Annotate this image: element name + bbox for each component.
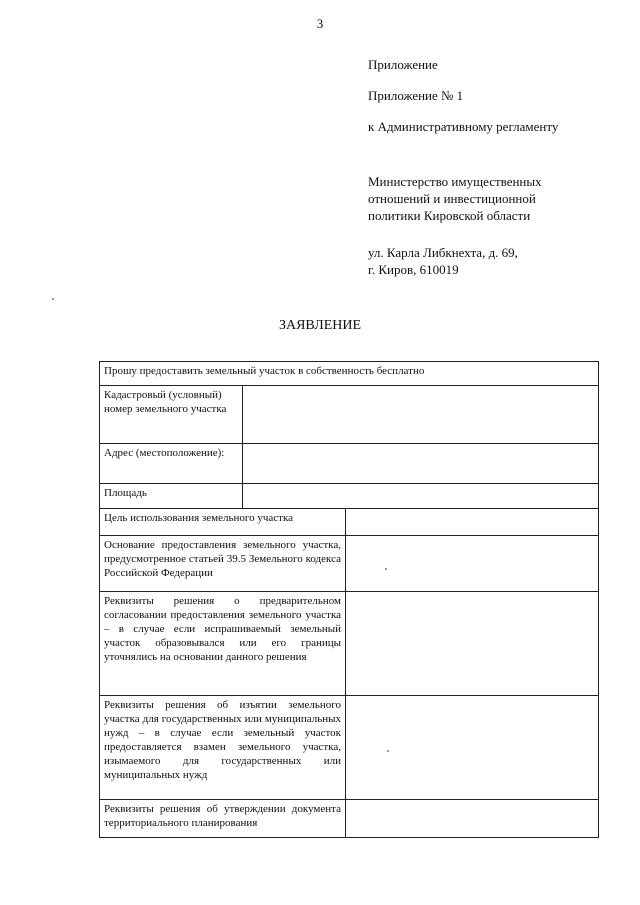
regulation-line: к Административному регламенту xyxy=(368,119,559,134)
address-line-2: г. Киров, 610019 xyxy=(368,262,459,277)
seizure-decision-label: Реквизиты решения об изъятии земельного участка для государственных или муниципальных нужд – в случае если земельный участок предоставляется взамен земельного участка, изымаемого для государственных или муниципальных нужд xyxy=(100,696,346,800)
request-text: Прошу предоставить земельный участок в собственность бесплатно xyxy=(100,362,599,386)
purpose-field[interactable] xyxy=(346,509,599,536)
form-row-planning xyxy=(100,800,599,838)
area-label: Площадь xyxy=(100,484,243,509)
ministry-line-2: отношений и инвестиционной xyxy=(368,191,536,206)
application-form-table xyxy=(99,361,599,838)
form-row-seizure xyxy=(100,696,599,800)
scan-speck xyxy=(387,750,389,752)
address-field[interactable] xyxy=(243,444,599,484)
form-row-preliminary xyxy=(100,592,599,696)
planning-decision-label: Реквизиты решения об утверждении документа территориального планирования xyxy=(100,800,346,838)
area-field[interactable] xyxy=(243,484,599,509)
preliminary-approval-field[interactable] xyxy=(346,592,599,696)
header-block xyxy=(368,56,628,278)
ministry-line-1: Министерство имущественных xyxy=(368,174,542,189)
scan-speck xyxy=(385,568,387,570)
form-row-basis xyxy=(100,536,599,592)
form-row-request xyxy=(100,362,599,386)
basis-field[interactable] xyxy=(346,536,599,592)
cadastral-number-field[interactable] xyxy=(243,386,599,444)
basis-label: Основание предоставления земельного участка, предусмотренное статьей 39.5 Земельного кодекса Российской Федерации xyxy=(100,536,346,592)
ministry-line-3: политики Кировской области xyxy=(368,208,531,223)
seizure-decision-field[interactable] xyxy=(346,696,599,800)
appendix-line: Приложение xyxy=(368,57,438,72)
planning-decision-field[interactable] xyxy=(346,800,599,838)
form-row-purpose xyxy=(100,509,599,536)
page-number: 3 xyxy=(316,16,324,31)
document-title: ЗАЯВЛЕНИЕ xyxy=(278,318,362,333)
appendix-number-line: Приложение № 1 xyxy=(368,88,464,103)
cadastral-number-label: Кадастровый (условный) номер земельного участка xyxy=(100,386,243,444)
scan-speck xyxy=(52,298,54,300)
form-row-address xyxy=(100,444,599,484)
form-row-cadastral xyxy=(100,386,599,444)
address-label: Адрес (местоположение): xyxy=(100,444,243,484)
form-row-area xyxy=(100,484,599,509)
purpose-label: Цель использования земельного участка xyxy=(100,509,346,536)
preliminary-approval-label: Реквизиты решения о предварительном согласовании предоставления земельного участка – в случае если испрашиваемый земельный участок образовывался или его границы уточнялись на основании данного решения xyxy=(100,592,346,696)
address-line-1: ул. Карла Либкнехта, д. 69, xyxy=(368,245,518,260)
